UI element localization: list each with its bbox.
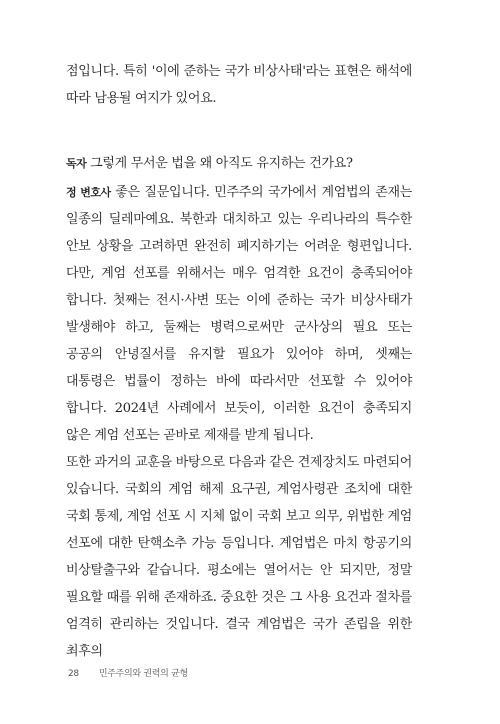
question-speaker: 독자 xyxy=(66,157,87,170)
page-body xyxy=(66,58,412,665)
answer-speaker: 정 변호사 xyxy=(66,186,111,199)
page-number: 28 xyxy=(68,669,79,679)
reader-question xyxy=(66,150,412,177)
paragraph-safeguards: 또한 과거의 교훈을 바탕으로 다음과 같은 견제장치도 마련되어 있습니다. 국회의 계엄 해제 요구권, 계엄사령관 조치에 대한 국회 통제, 계엄 선포 시 지체 없이 국회 보고 의무, 위법한 계엄 선포에 대한 탄핵소추 가능 등입니다. 계엄법은 마치 항공기의 비상탈출구와 같습니다. 평소에는 열어서는 안 되지만, 정말 필요할 때를 위해 존재하죠. 중요한 것은 그 사용 요건과 절차를 엄격히 관리하는 것입니다. 결국 계엄법은 국가 존립을 위한 최후의 xyxy=(66,455,412,659)
paragraph-intro: 점입니다. 특히 '이에 준하는 국가 비상사태'라는 표현은 해석에 따라 남용될 여지가 있어요. xyxy=(66,64,412,106)
answer-text: 좋은 질문입니다. 민주주의 국가에서 계엄법의 존재는 일종의 딜레마예요. 북한과 대치하고 있는 우리나라의 특수한 안보 상황을 고려하면 완전히 폐지하기는 어려운 형편입니다. 다만, 계엄 선포를 위해서는 매우 엄격한 요건이 충족되어야 합니다. 첫째는 전시·사변 또는 이에 준하는 국가 비상사태가 발생해야 하고, 둘째는 병력으로써만 군사상의 필요 또는 공공의 안녕질서를 유지할 필요가 있어야 하며, 셋째는 대통령은 법률이 정하는 바에 따라서만 선포할 수 있어야 합니다. 2024년 사례에서 보듯이, 이러한 요건이 충족되지 않은 계엄 선포는 곧바로 제재를 받게 됩니다. xyxy=(66,185,412,443)
question-text: 그렇게 무서운 법을 왜 아직도 유지하는 건가요? xyxy=(90,156,353,171)
lawyer-answer xyxy=(66,179,412,449)
running-title: 민주주의와 권력의 균형 xyxy=(98,669,188,679)
page-footer xyxy=(68,666,188,679)
